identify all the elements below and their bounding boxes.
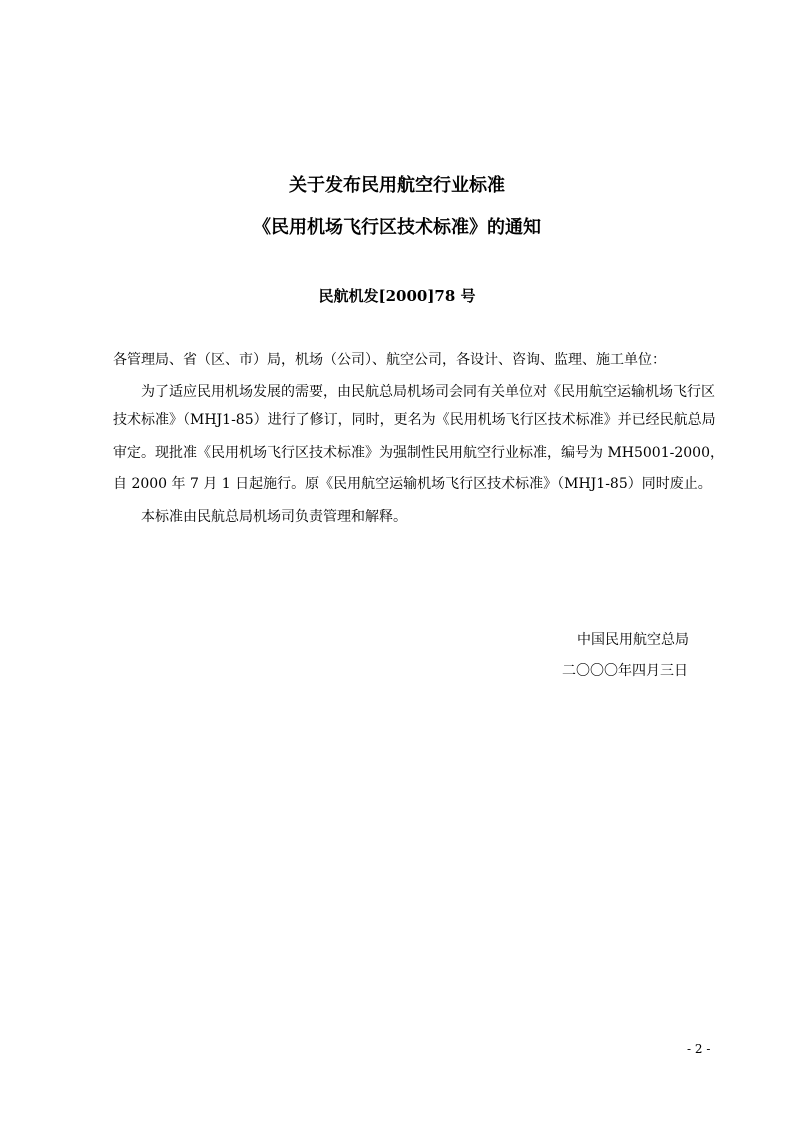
document-title-line-2: 《民用机场飞行区技术标准》的通知: [253, 217, 541, 238]
document-number: 民航机发[2000]78 号: [318, 287, 476, 305]
addressee-line: 各管理局、省（区、市）局，机场（公司）、航空公司，各设计、咨询、监理、施工单位：: [113, 352, 666, 368]
paragraph-1-line-4: 自 2000 年 7 月 1 日起施行。原《民用航空运输机场飞行区技术标准》（MHJ1-85）同时废止。: [113, 476, 712, 492]
document-title-line-1: 关于发布民用航空行业标准: [289, 175, 505, 196]
paragraph-1-line-3: 审定。现批准《民用机场飞行区技术标准》为强制性民用航空行业标准，编号为 MH5001-2000，: [113, 445, 724, 461]
paragraph-2: 本标准由民航总局机场司负责管理和解释。: [141, 509, 407, 525]
paragraph-1-line-1: 为了适应民用机场发展的需要，由民航总局机场司会同有关单位对《民用航空运输机场飞行区: [141, 384, 715, 400]
paragraph-1-line-2: 技术标准》（MHJ1-85）进行了修订，同时，更名为《民用机场飞行区技术标准》并已经民航总局: [113, 412, 716, 428]
issuer-signature: 中国民用航空总局: [577, 632, 689, 648]
page-number: - 2 -: [687, 1042, 711, 1056]
issue-date: 二〇〇〇年四月三日: [562, 663, 688, 679]
